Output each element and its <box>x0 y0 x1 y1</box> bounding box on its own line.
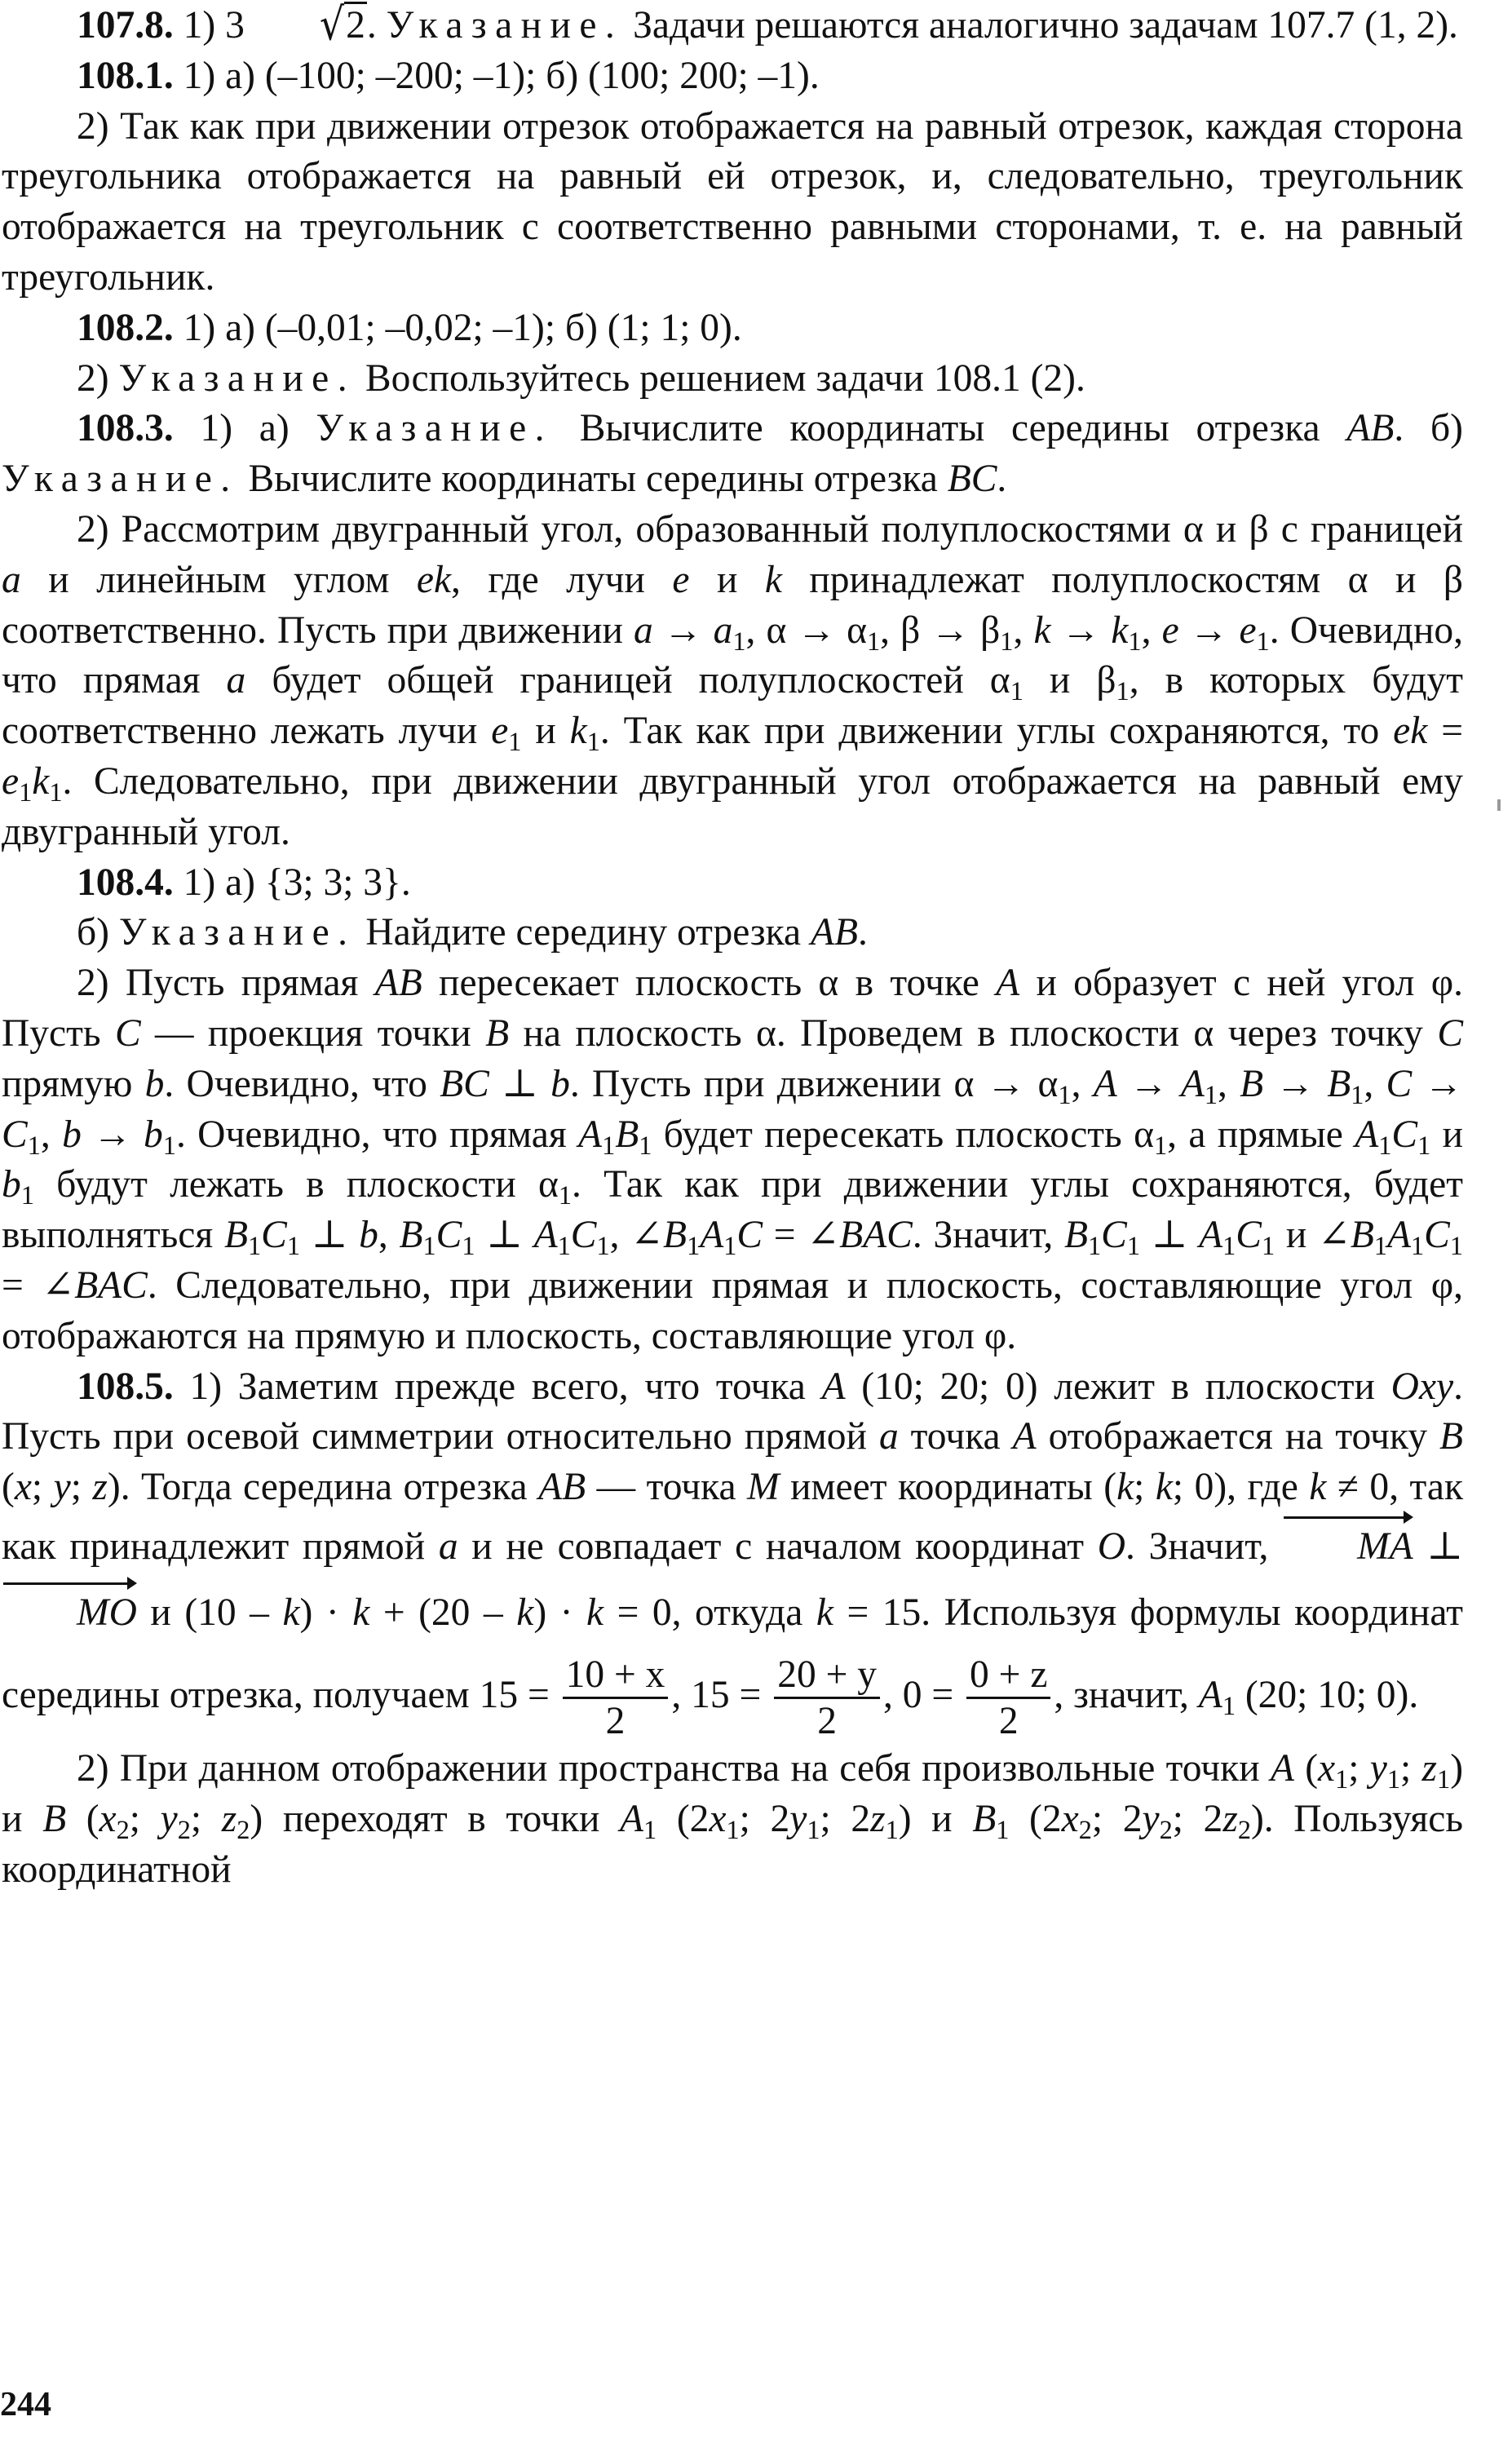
sqrt-expression: √2 <box>319 0 365 51</box>
fraction-z: $\frac{0 + z}{2}$ <box>966 1653 1050 1744</box>
answer-108-4-part1: 108.4. 1) а) {3; 3; 3}. <box>77 861 411 904</box>
fraction-x: $\frac{10 + x}{2}$ <box>563 1653 669 1744</box>
answer-108-4-part2: б) Указание. Найдите середину отрезка AB. <box>77 911 868 954</box>
answer-108-3-part2: 2) Рассмотрим двугранный угол, образованный полуплоскостями α и β с границей a и линейным углом ek, где лучи e и k принадлежат полуплоскостям α и β соответственно. Пусть при движении $a \to a_1$, $\alpha \to \alpha_1$, $\beta \to \beta_1$, $k \to k_1$, $e \to e_1$. Очевидно, что прямая a будет общей границей полуплоскостей $\alpha_1$ и $\beta_1$, в которых будут соответственно лежать лучи $e_1$ и $k_1$. Так как при движении углы сохраняются, то ek = $e_1k_1$. Следовательно, при движении двугранный угол отображается на равный ему двугранный угол. <box>2 507 1464 853</box>
answer-108-4-part3: 2) Пусть прямая AB пересекает плоскость α в точке A и образует с ней угол φ. Пусть C — проекция точки B на плоскость α. Проведем в плоскости α через точку C прямую b. Очевидно, что BC ⊥ b. Пусть при движении $\alpha \to \alpha_1$, $A \to A_1$, $B \to B_1$, $C \to C_1$, $b \to b_1$. Очевидно, что прямая $A_1B_1$ будет пересекать плоскость $\alpha_1$, а прямые $A_1C_1$ и $b_1$ будут лежать в плоскости $\alpha_1$. Так как при движении углы сохраняются, будет выполняться $B_1C_1$ ⊥ b, $B_1C_1$ ⊥ $A_1C_1$, $\angle B_1A_1C$ = ∠BAC. Значит, $B_1C_1$ ⊥ $A_1C_1$ и $\angle B_1A_1C_1$ = ∠BAC. Следовательно, при движении прямая и плоскость, составляющие угол φ, отображаются на прямую и плоскость, составляющие угол φ. <box>2 962 1464 1357</box>
page-number: 244 <box>0 2386 51 2423</box>
fraction-y: $\frac{20 + y}{2}$ <box>774 1653 880 1744</box>
answer-107-8: 107.8. 1) 3 √2. Указание. Задачи решаются аналогично задачам 107.7 (1, 2). <box>77 0 1458 51</box>
page-text <box>2 0 1463 1895</box>
answer-108-1-part1: 108.1. 1) а) (–100; –200; –1); б) (100; 200; –1). <box>77 54 820 97</box>
answer-108-3-part1: 108.3. 1) а) Указание. Вычислите координаты середины отрезка AB. б) Указание. Вычислите координаты середины отрезка BC. <box>2 407 1463 501</box>
answer-108-5-part2: 2) При данном отображении пространства на себя произвольные точки A ($x_1$; $y_1$; $z_1$) и B ($x_2$; $y_2$; $z_2$) переходят в точки $A_1$ ($2x_1$; $2y_1$; $2z_1$) и $B_1$ ($2x_2$; $2y_2$; $2z_2$). Пользуясь координатной <box>2 1746 1464 1891</box>
answer-108-1-part2: 2) Так как при движении отрезок отображается на равный отрезок, каждая сторона треугольника отображается на равный ей отрезок, и, следовательно, треугольник отображается на треугольник с соответственно равными сторонами, т. е. на равный треугольник. <box>2 104 1463 299</box>
vector-MO: MO <box>2 1579 137 1633</box>
answer-108-5-part1: 108.5. 1) Заметим прежде всего, что точка A (10; 20; 0) лежит в плоскости Oxy. Пусть при осевой симметрии относительно прямой a точка A отображается на точку B (x; y; z). Тогда середина отрезка AB — точка M имеет координаты (k; k; 0), где k ≠ 0, так как принадлежит прямой a и не совпадает с началом координат O. Значит, MA ⊥ MO и (10 – k) · k + (20 – k) · k = 0, откуда k = 15. Используя формулы координат середины отрезка, получаем 15 = $\frac{10 + x}{2}$ , 15 = $\frac{20 + y}{2}$ , 0 = $\frac{0 + z}{2}$ , значит, $A_1$ (20; 10; 0). <box>2 1365 1464 1743</box>
margin-mark <box>1497 799 1501 811</box>
vector-MA: MA <box>1282 1513 1413 1567</box>
answer-108-2-part1: 108.2. 1) а) (–0,01; –0,02; –1); б) (1; 1; 0). <box>77 306 742 349</box>
answer-108-2-part2: 2) Указание. Воспользуйтесь решением задачи 108.1 (2). <box>77 356 1085 400</box>
